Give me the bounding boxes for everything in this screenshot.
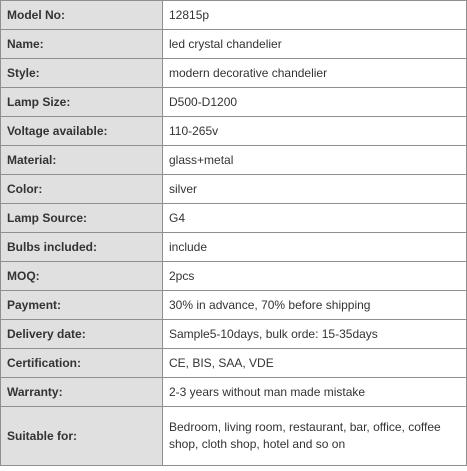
spec-row-style xyxy=(1,59,467,88)
spec-label: Delivery date: xyxy=(1,320,163,349)
spec-value: led crystal chandelier xyxy=(163,30,467,59)
spec-value: 2pcs xyxy=(163,262,467,291)
spec-value: Sample5-10days, bulk orde: 15-35days xyxy=(163,320,467,349)
spec-label: Lamp Size: xyxy=(1,88,163,117)
spec-value: 12815p xyxy=(163,1,467,30)
spec-row-suitable-for xyxy=(1,407,467,466)
spec-row-voltage xyxy=(1,117,467,146)
spec-value: G4 xyxy=(163,204,467,233)
spec-value: silver xyxy=(163,175,467,204)
spec-label: Lamp Source: xyxy=(1,204,163,233)
spec-row-moq xyxy=(1,262,467,291)
spec-row-name xyxy=(1,30,467,59)
spec-label: Payment: xyxy=(1,291,163,320)
spec-row-bulbs-included xyxy=(1,233,467,262)
spec-value: CE, BIS, SAA, VDE xyxy=(163,349,467,378)
spec-label: Suitable for: xyxy=(1,407,163,466)
spec-row-material xyxy=(1,146,467,175)
spec-label: Model No: xyxy=(1,1,163,30)
spec-label: Material: xyxy=(1,146,163,175)
spec-row-warranty xyxy=(1,378,467,407)
spec-value: Bedroom, living room, restaurant, bar, office, coffee shop, cloth shop, hotel and so on xyxy=(163,407,467,466)
spec-label: Bulbs included: xyxy=(1,233,163,262)
spec-row-payment xyxy=(1,291,467,320)
spec-label: Certification: xyxy=(1,349,163,378)
spec-row-delivery-date xyxy=(1,320,467,349)
spec-row-lamp-source xyxy=(1,204,467,233)
spec-value: 110-265v xyxy=(163,117,467,146)
spec-value: 2-3 years without man made mistake xyxy=(163,378,467,407)
spec-value: glass+metal xyxy=(163,146,467,175)
spec-value: 30% in advance, 70% before shipping xyxy=(163,291,467,320)
spec-label: Color: xyxy=(1,175,163,204)
spec-row-model-no xyxy=(1,1,467,30)
spec-label: Style: xyxy=(1,59,163,88)
spec-label: MOQ: xyxy=(1,262,163,291)
spec-row-lamp-size xyxy=(1,88,467,117)
spec-label: Voltage available: xyxy=(1,117,163,146)
spec-row-color xyxy=(1,175,467,204)
spec-row-certification xyxy=(1,349,467,378)
spec-value: D500-D1200 xyxy=(163,88,467,117)
spec-value: include xyxy=(163,233,467,262)
spec-label: Name: xyxy=(1,30,163,59)
spec-label: Warranty: xyxy=(1,378,163,407)
spec-value: modern decorative chandelier xyxy=(163,59,467,88)
